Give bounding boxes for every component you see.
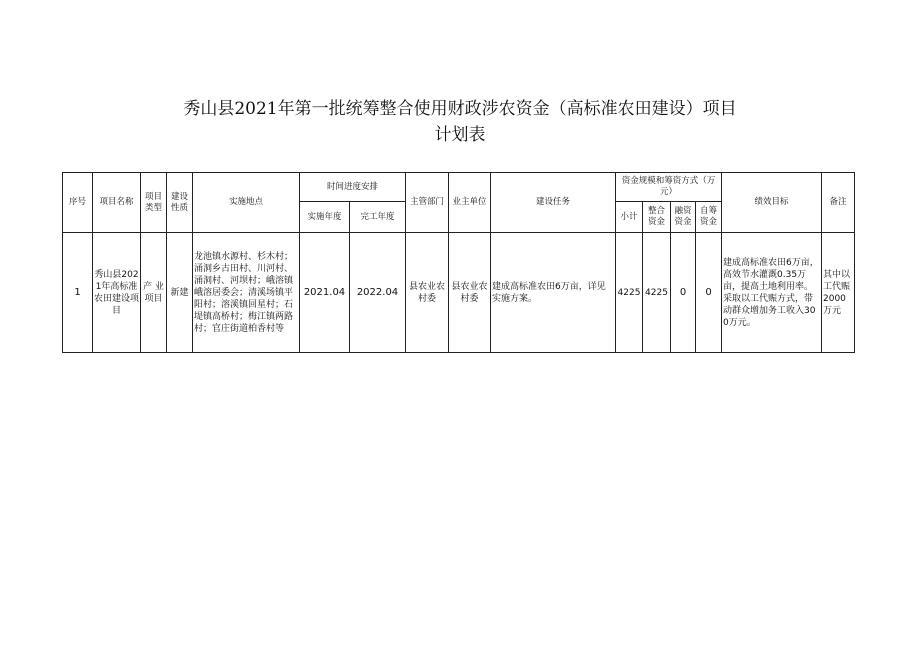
cell-dept: 县农业农村委 <box>406 233 449 353</box>
cell-start-year: 2021.04 <box>300 233 350 353</box>
header-start-year: 实施年度 <box>300 202 350 233</box>
cell-owner: 县农业农村委 <box>449 233 491 353</box>
header-schedule: 时间进度安排 <box>300 173 406 202</box>
cell-remark: 其中以工代赈2000万元 <box>822 233 855 353</box>
document-subtitle: 计划表 <box>434 125 486 145</box>
header-self-raised: 自筹资金 <box>696 202 722 233</box>
header-task: 建设任务 <box>491 173 616 233</box>
plan-table <box>62 172 855 353</box>
header-end-year: 完工年度 <box>350 202 406 233</box>
header-row-1 <box>63 173 855 202</box>
cell-end-year: 2022.04 <box>350 233 406 353</box>
header-seq: 序号 <box>63 173 93 233</box>
header-goal: 绩效目标 <box>722 173 822 233</box>
header-project-name: 项目名称 <box>93 173 141 233</box>
cell-project-name: 秀山县2021年高标准农田建设项目 <box>93 233 141 353</box>
header-remark: 备注 <box>822 173 855 233</box>
header-build-nature: 建设性质 <box>167 173 193 233</box>
cell-project-type: 产 业项目 <box>141 233 167 353</box>
cell-task: 建成高标准农田6万亩，详见实施方案。 <box>491 233 616 353</box>
header-location: 实施地点 <box>193 173 300 233</box>
header-subtotal: 小计 <box>616 202 643 233</box>
header-integrated: 整合资金 <box>643 202 671 233</box>
table-row <box>63 233 855 353</box>
cell-self-raised: 0 <box>696 233 722 353</box>
header-owner: 业主单位 <box>449 173 491 233</box>
document-title: 秀山县2021年第一批统筹整合使用财政涉农资金（高标准农田建设）项目 <box>183 99 737 119</box>
header-dept: 主管部门 <box>406 173 449 233</box>
header-project-type: 项目类型 <box>141 173 167 233</box>
cell-seq: 1 <box>63 233 93 353</box>
cell-integrated: 4225 <box>643 233 671 353</box>
cell-build-nature: 新建 <box>167 233 193 353</box>
header-funds: 资金规模和筹资方式（万元） <box>616 173 722 202</box>
cell-goal: 建成高标准农田6万亩，高效节水灌溉0.35万亩，提高土地利用率。采取以工代赈方式，带动群众增加务工收入300万元。 <box>722 233 822 353</box>
cell-subtotal: 4225 <box>616 233 643 353</box>
cell-financing: 0 <box>671 233 696 353</box>
header-financing: 融资资金 <box>671 202 696 233</box>
cell-location: 龙池镇水源村、杉木村；涌洞乡古田村、川河村、涌洞村、河坝村；峨溶镇峨溶居委会；清溪场镇平阳村；溶溪镇回星村；石堤镇高桥村；梅江镇两路村；官庄街道柏香村等 <box>193 233 300 353</box>
